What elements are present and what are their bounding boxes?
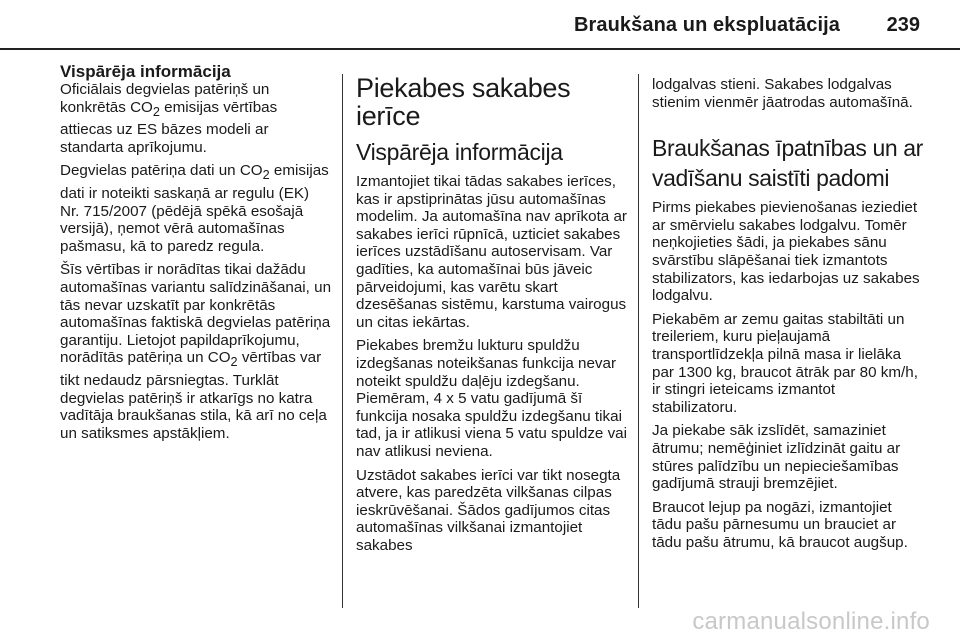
page-number: 239 bbox=[886, 14, 920, 36]
column-1 bbox=[60, 62, 332, 448]
column-3 bbox=[652, 62, 924, 557]
column-divider bbox=[638, 74, 639, 608]
paragraph-stabilizer: Piekabēm ar zemu gaitas stabiltāti un treileriem, kuru pieļaujamā transportlīdzekļa pilnā masa ir lielāka par 1300 kg, braucot ātrāk par 80 km/h, ir stingri ieteicams izmantot stabilizatoru. bbox=[652, 310, 918, 416]
column-divider bbox=[342, 74, 343, 608]
paragraph-approved-devices: Izmantojiet tikai tādas sakabes ierīces, kas ir apstiprinātas jūsu automašīnas modelim. Ja automašīna nav aprīkota ar sakabes ierīci rūpnīcā, uzticiet sakabes ierīces uzstādīšanu autoservisam. Var gadīties, ka automašīnai būs jāveic pārveidojumi, kas varētu skart dzesēšanas sistēmu, karstuma vairogus un citas iekārtas. bbox=[356, 173, 627, 331]
watermark: carmanualsonline.info bbox=[692, 608, 930, 635]
paragraph-downhill: Braucot lejup pa nogāzi, izmantojiet tādu pašu pārnesumu un brauciet ar tādu pašu ātrumu, kā braucot augšup. bbox=[652, 498, 908, 551]
paragraph-towing-eye: Uzstādot sakabes ierīci var tikt nosegta atvere, kas paredzēta vilkšanas cilpas ieskrūvēšanai. Šādos gadījumos citas automašīnas vilkšanai izmantojiet sakabes bbox=[356, 466, 621, 554]
chapter-title: Braukšana un ekspluatācija bbox=[573, 14, 840, 36]
subsection-heading-driving-tips: Braukšanas īpatnības un ar vadīšanu saistīti padomi bbox=[652, 135, 923, 192]
section-heading-general-info: Vispārēja informācija bbox=[60, 62, 231, 81]
header-rule bbox=[0, 48, 960, 50]
paragraph-official-consumption: Oficiālais degvielas patēriņš un konkrētās $CO_2$ emisijas vērtības attiecas uz ES bāzes modeli ar standarta aprīkojumu. bbox=[60, 81, 278, 156]
paragraph-regulation: Degvielas patēriņa dati un $CO_2$ emisijas dati ir noteikti saskaņā ar regulu (EK) Nr. 715/2007 (pēdējā spēkā esošajā versijā), ņemot vērā automašīnas pašmasu, kā to paredz regula. bbox=[60, 162, 329, 255]
paragraph-comparison: Šīs vērtības ir norādītas tikai dažādu automašīnas variantu salīdzināšanai, un tās nevar uzskatīt par konkrētās automašīnas faktiskā degvielas patēriņa garantiju. Lietojot papildaprīkojumu, norādītās patēriņa un $CO_2$ vērtības var tikt nedaudz pārsniegtas. Turklāt degvielas patēriņš ir atkarīgs no katra vadītāja braukšanas stila, kā arī no ceļa un satiksmes apstākļiem. bbox=[60, 261, 332, 442]
section-title-towing-device: Piekabes sakabes ierīce bbox=[356, 73, 571, 131]
paragraph-continuation: lodgalvas stieni. Sakabes lodgalvas stienim vienmēr jāatrodas automašīnā. bbox=[652, 76, 913, 111]
paragraph-grease: Pirms piekabes pievienošanas ieziediet ar smērvielu sakabes lodgalvu. Tomēr neņkojieties šādi, ja piekabes sānu svārstību slāpēšanai tiek izmantots stabilizators, kas iedarbojas uz sakabes lodgalvu. bbox=[652, 199, 920, 305]
paragraph-brake-lights: Piekabes bremžu lukturu spuldžu izdegšanas noteikšanas funkcija nevar noteikt spuldžu daļēju izdegšanu. Piemēram, 4 x 5 vatu gadījumā šī funkcija nosaka spuldžu izdegšanu tikai tad, ja ir atlikusi viena 5 vatu spuldze vai nav atlikusi neviena. bbox=[356, 337, 627, 460]
subsection-heading-general-info: Vispārēja informācija bbox=[356, 139, 563, 165]
column-2 bbox=[356, 62, 628, 560]
paragraph-skidding: Ja piekabe sāk izslīdēt, samaziniet ātrumu; nemēģiniet izlīdzināt gaitu ar stūres palīdzību un nepieciešamības gadījumā strauji bremzējiet. bbox=[652, 422, 901, 493]
page-header bbox=[0, 0, 960, 48]
